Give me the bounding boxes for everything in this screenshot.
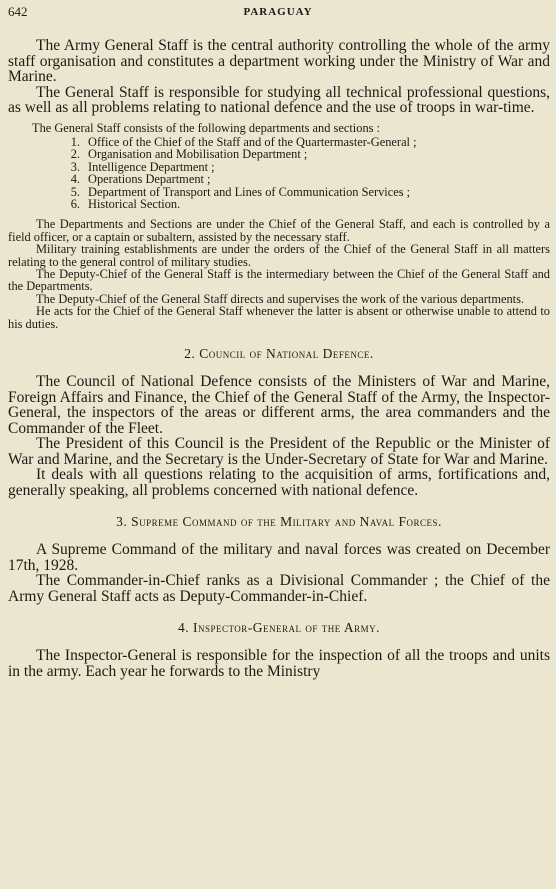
paragraph: The Commander-in-Chief ranks as a Divisional Commander ; the Chief of the Army General Staff acts as Deputy-Commander-in-Chief.: [8, 572, 550, 605]
list-text: Office of the Chief of the Staff and of the Quartermaster-General ;: [88, 134, 417, 149]
paragraph: He acts for the Chief of the General Staff whenever the latter is absent or otherwise unable to attend to his duties.: [8, 304, 550, 331]
list-number: 2.: [70, 147, 80, 162]
list-text: Historical Section.: [88, 196, 181, 211]
paragraph: The President of this Council is the President of the Republic or the Minister of War and Marine, and the Secretary is the Under-Secretary of State for War and Marine.: [8, 435, 550, 468]
list-item: [8, 173, 550, 185]
list-number: 3.: [70, 159, 80, 174]
section-heading: 4. Inspector-General of the Army.: [177, 620, 381, 635]
paragraph: It deals with all questions relating to the acquisition of arms, fortifications and, generally speaking, all problems concerned with national defence.: [8, 466, 550, 499]
list-text: Department of Transport and Lines of Communication Services ;: [88, 184, 411, 199]
list-number: 5.: [70, 184, 80, 199]
page-header: [8, 4, 548, 24]
paragraph: The Inspector-General is responsible for the inspection of all the troops and units in the army. Each year he forwards to the Ministry: [8, 647, 550, 680]
paragraph: The Deputy-Chief of the General Staff is the intermediary between the Chief of the General Staff and the Departments.: [8, 266, 550, 294]
list-text: Organisation and Mobilisation Department ;: [88, 147, 308, 162]
section-heading: 3. Supreme Command of the Military and Naval Forces.: [116, 514, 442, 529]
paragraph: The Departments and Sections are under the Chief of the General Staff, and each is controlled by a field officer, or a captain or subaltern, assisted by the necessary staff.: [8, 217, 550, 244]
page-body: [8, 38, 550, 679]
paragraph: Military training establishments are under the orders of the Chief of the General Staff in all matters relating to the general control of military studies.: [8, 242, 550, 269]
running-head: PARAGUAY: [243, 6, 313, 18]
list-intro: The General Staff consists of the following departments and sections :: [32, 120, 381, 135]
section-heading: 2. Council of National Defence.: [184, 346, 374, 361]
paragraph: The Army General Staff is the central authority controlling the whole of the army staff organisation and constitutes a department working under the Ministry of War and Marine.: [8, 37, 550, 85]
list-item: [8, 198, 550, 210]
paragraph: A Supreme Command of the military and naval forces was created on December 17th, 1928.: [8, 541, 550, 574]
list-item: [8, 148, 550, 160]
list-number: 4.: [70, 172, 80, 187]
paragraph: The General Staff is responsible for studying all technical professional questions, as well as all problems relating to national defence and the use of troops in war-time.: [8, 83, 550, 116]
list-number: 6.: [70, 196, 80, 211]
paragraph: The Deputy-Chief of the General Staff directs and supervises the work of the various departments.: [36, 291, 525, 306]
list-text: Operations Department ;: [88, 172, 211, 187]
department-list: [8, 136, 550, 210]
list-text: Intelligence Department ;: [88, 159, 215, 174]
paragraph: The Council of National Defence consists of the Ministers of War and Marine, Foreign Affairs and Finance, the Chief of the General Staff of the Army, the Inspector-General, the inspectors of the areas or different arms, the area commanders and the Commander of the Fleet.: [8, 373, 550, 437]
page-number: 642: [8, 4, 28, 19]
list-number: 1.: [70, 134, 80, 149]
